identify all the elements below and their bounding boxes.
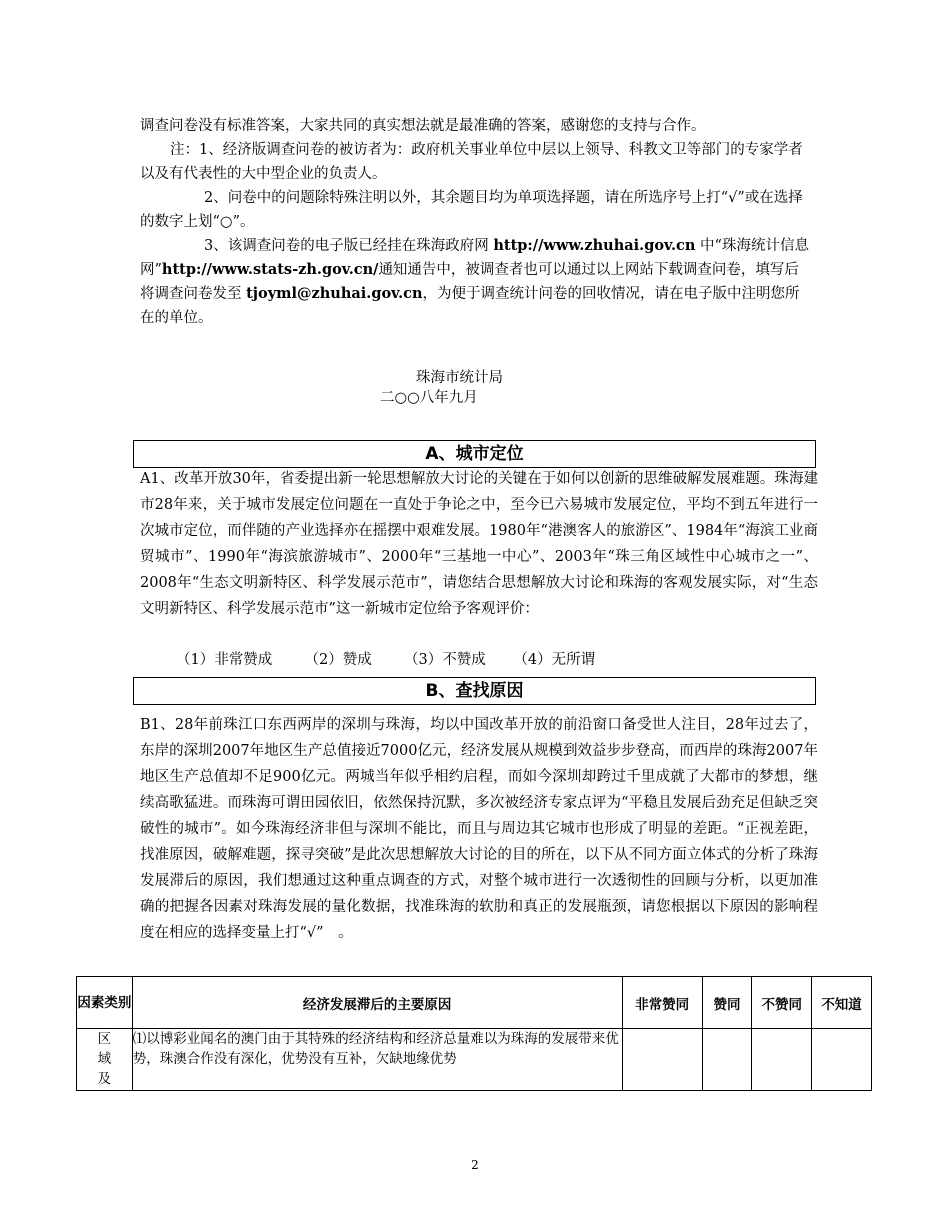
header-reason: 经济发展滞后的主要原因 — [132, 977, 622, 1029]
choice-strongly-agree[interactable] — [622, 1029, 702, 1091]
question-b1: B1、28年前珠江口东西两岸的深圳与珠海，均以中国改革开放的前沿窗口备受世人注目，28年过去了，东岸的深圳2007年地区生产总值接近7000亿元，经济发展从规模到效益步步登高，而西岸的珠海2007年地区生产总值却不足900亿元。两城当年似乎相约启程，而如今深圳却跨过千里成就了大都市的梦想，继续高歌猛进。而珠海可谓田园依旧，依然保持沉默，多次被经济专家点评为“平稳且发展后劲充足但缺乏突破性的城市”。如今珠海经济非但与深圳不能比，而且与周边其它城市也形成了明显的差距。“正视差距，找准原因，破解难题，探寻突破”是此次思想解放大讨论的目的所在，以下从不同方面立体式的分析了珠海发展滞后的原因，我们想通过这种重点调查的方式，对整个城市进行一次透彻性的回顾与分析，以更加准确的把握各因素对珠海发展的量化数据，找准珠海的软肋和真正的发展瓶颈，请您根据以下原因的影响程度在相应的选择变量上打“√” 。 — [140, 717, 818, 941]
note-3-text-a: 3、该调查问卷的电子版已经挂在珠海政府网 — [204, 238, 494, 254]
choice-unknown[interactable] — [812, 1029, 872, 1091]
option-2[interactable]: （2）赞成 — [304, 652, 372, 668]
note-3-text-b: 中“珠海统计信息网” — [140, 238, 809, 278]
table-row — [77, 1029, 872, 1091]
note-3 — [140, 234, 812, 330]
header-unknown: 不知道 — [812, 977, 872, 1029]
option-3[interactable]: （3）不赞成 — [404, 652, 486, 668]
note-3-text-d: ，为便于调查统计问卷的回收情况，请在电子版中注明您所在的单位。 — [140, 286, 800, 326]
email-link[interactable]: tjoyml@zhuhai.gov.cn — [246, 285, 423, 302]
intro-notes — [140, 114, 812, 330]
a1-options — [176, 650, 595, 670]
section-a-title: A、城市定位 — [133, 440, 816, 468]
note-1: 注：1、经济版调查问卷的被访者为：政府机关事业单位中层以上领导、科教文卫等部门的专家学者以及有代表性的大中型企业的负责人。 — [140, 142, 803, 182]
table-header-row — [77, 977, 872, 1029]
question-a1: A1、改革开放30年，省委提出新一轮思想解放大讨论的关键在于如何以创新的思维破解发展难题。珠海建市28年来，关于城市发展定位问题在一直处于争论之中，至今已六易城市发展定位，平均不到五年进行一次城市定位，而伴随的产业选择亦在摇摆中艰难发展。1980年“港澳客人的旅游区”、1984年“海滨工业商贸城市”、1990年“海滨旅游城市”、2000年“三基地一中心”、2003年“珠三角区域性中心城市之一”、2008年“生态文明新特区、科学发展示范市”，请您结合思想解放大讨论和珠海的客观发展实际，对“生态文明新特区、科学发展示范市”这一新城市定位给予客观评价： — [140, 471, 818, 617]
header-disagree: 不赞同 — [752, 977, 812, 1029]
gov-url-link[interactable]: http://www.zhuhai.gov.cn — [493, 237, 696, 254]
note-2: 2、问卷中的问题除特殊注明以外，其余题目均为单项选择题，请在所选序号上打“√”或在选择的数字上划“○”。 — [140, 190, 803, 230]
reason-cell: ⑴以博彩业闻名的澳门由于其特殊的经济结构和经济总量难以为珠海的发展带来优势，珠澳合作没有深化，优势没有互补，欠缺地缘优势 — [132, 1029, 622, 1091]
category-cell: 区域及 — [77, 1029, 133, 1091]
section-b-title: B、查找原因 — [133, 677, 816, 705]
option-4[interactable]: （4）无所谓 — [513, 652, 596, 668]
signature-org: 珠海市统计局 — [416, 370, 503, 386]
header-strongly-agree: 非常赞同 — [622, 977, 702, 1029]
header-agree: 赞同 — [702, 977, 752, 1029]
stats-url-link[interactable]: http://www.stats-zh.gov.cn/ — [161, 261, 379, 278]
option-1[interactable]: （1）非常赞成 — [176, 652, 273, 668]
note-3-text-c: 通知通告中，被调查者也可以通过以上网站下载调查问卷，填写后将调查问卷发至 — [140, 262, 799, 302]
choice-agree[interactable] — [702, 1029, 752, 1091]
signature-date: 二○○八年九月 — [380, 390, 478, 406]
page-number: 2 — [471, 1158, 479, 1172]
intro-line: 调查问卷没有标准答案，大家共同的真实想法就是最准确的答案，感谢您的支持与合作。 — [140, 118, 706, 134]
reasons-table — [76, 976, 872, 1091]
choice-disagree[interactable] — [752, 1029, 812, 1091]
header-category: 因素类别 — [77, 977, 133, 1029]
